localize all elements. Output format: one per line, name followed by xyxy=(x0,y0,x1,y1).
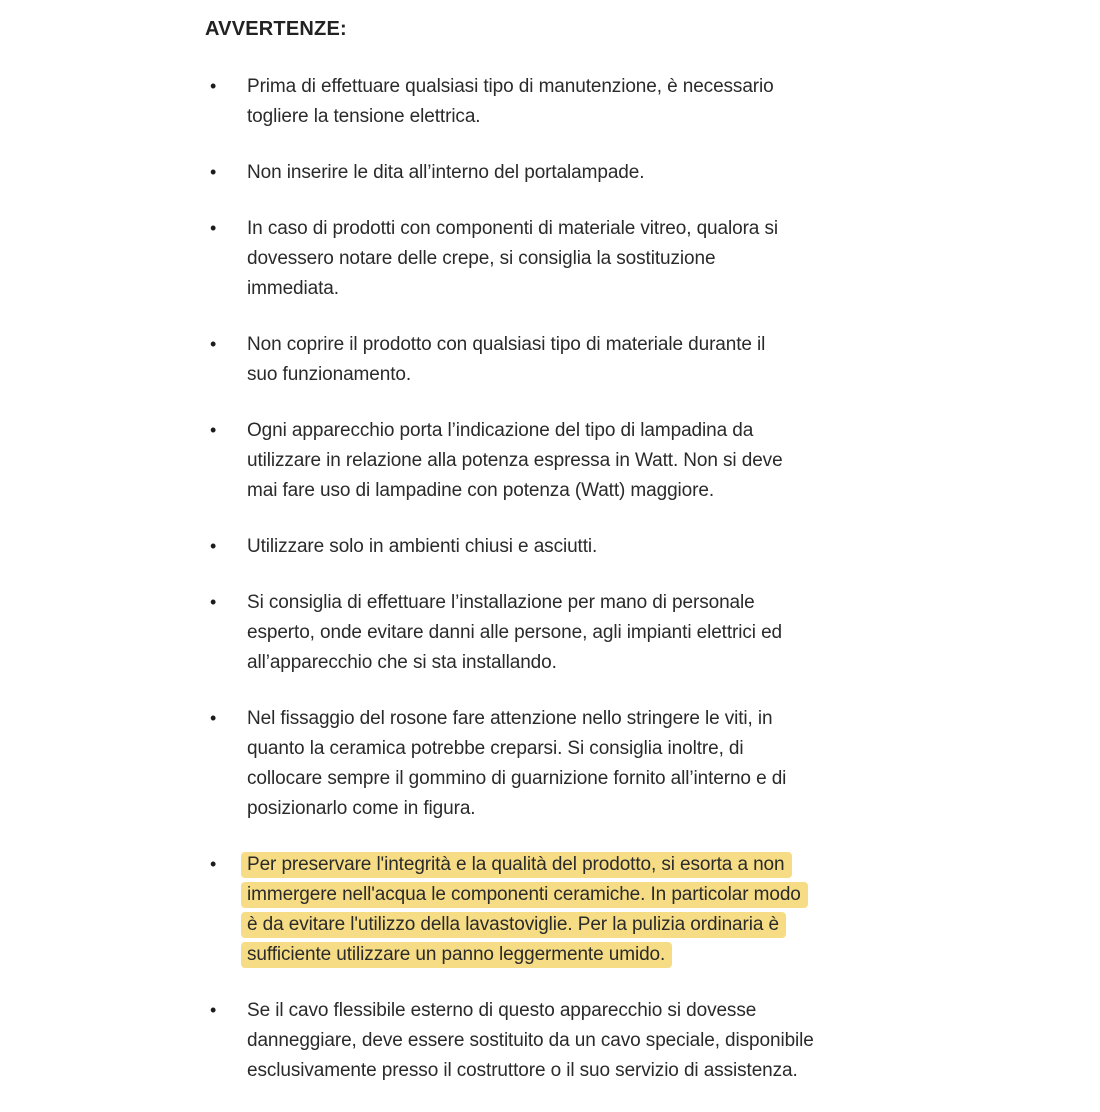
list-item-highlighted xyxy=(205,850,925,970)
bullet-text-line: In caso di prodotti con componenti di materiale vitreo, qualora si xyxy=(247,218,778,239)
warnings-list xyxy=(205,72,925,1086)
list-item xyxy=(205,158,925,188)
bullet-text-line xyxy=(247,940,925,970)
bullet-text-line: utilizzare in relazione alla potenza espressa in Watt. Non si deve xyxy=(247,450,783,471)
bullet-text-line: posizionarlo come in figura. xyxy=(247,798,476,819)
bullet-icon: • xyxy=(210,708,217,728)
bullet-text-line: dovessero notare delle crepe, si consiglia la sostituzione xyxy=(247,248,716,269)
bullet-text-line: esperto, onde evitare danni alle persone, agli impianti elettrici ed xyxy=(247,622,783,643)
bullet-text-line: collocare sempre il gommino di guarnizione fornito all’interno e di xyxy=(247,768,787,789)
bullet-icon: • xyxy=(210,536,217,556)
list-item xyxy=(205,214,925,304)
bullet-icon: • xyxy=(210,420,217,440)
list-item xyxy=(205,416,925,506)
list-item xyxy=(205,330,925,390)
bullet-text-line: Non inserire le dita all’interno del portalampade. xyxy=(247,162,645,183)
bullet-text-line: Nel fissaggio del rosone fare attenzione nello stringere le viti, in xyxy=(247,708,773,729)
list-item xyxy=(205,704,925,824)
bullet-text-line xyxy=(247,880,925,910)
bullet-text-line: Se il cavo flessibile esterno di questo apparecchio si dovesse xyxy=(247,1000,757,1021)
list-item xyxy=(205,72,925,132)
page-title: AVVERTENZE: xyxy=(205,18,347,40)
bullet-text-line: all’apparecchio che si sta installando. xyxy=(247,652,557,673)
bullet-icon: • xyxy=(210,334,217,354)
bullet-text-line xyxy=(247,910,925,940)
bullet-text-line: Prima di effettuare qualsiasi tipo di manutenzione, è necessario xyxy=(247,76,774,97)
bullet-text-line xyxy=(247,850,925,880)
list-item xyxy=(205,532,925,562)
warnings-section xyxy=(205,14,925,1112)
bullet-text-line: danneggiare, deve essere sostituito da un cavo speciale, disponibile xyxy=(247,1030,814,1051)
list-item xyxy=(205,996,925,1086)
bullet-text-line: togliere la tensione elettrica. xyxy=(247,106,481,127)
bullet-icon: • xyxy=(210,854,217,874)
bullet-icon: • xyxy=(210,162,217,182)
bullet-icon: • xyxy=(210,218,217,238)
bullet-icon: • xyxy=(210,592,217,612)
highlighted-text: è da evitare l'utilizzo della lavastoviglie. Per la pulizia ordinaria è xyxy=(241,912,786,938)
list-item xyxy=(205,588,925,678)
highlighted-text: Per preservare l'integrità e la qualità del prodotto, si esorta a non xyxy=(241,852,792,878)
bullet-text-line: Si consiglia di effettuare l’installazione per mano di personale xyxy=(247,592,755,613)
highlighted-text: immergere nell'acqua le componenti ceramiche. In particolar modo xyxy=(241,882,808,908)
highlighted-text: sufficiente utilizzare un panno leggermente umido. xyxy=(241,942,672,968)
bullet-icon: • xyxy=(210,76,217,96)
bullet-text-line: suo funzionamento. xyxy=(247,364,412,385)
bullet-text-line: Utilizzare solo in ambienti chiusi e asciutti. xyxy=(247,536,598,557)
bullet-text-line: mai fare uso di lampadine con potenza (Watt) maggiore. xyxy=(247,480,715,501)
bullet-text-line: esclusivamente presso il costruttore o il suo servizio di assistenza. xyxy=(247,1060,798,1081)
bullet-text-line: quanto la ceramica potrebbe creparsi. Si consiglia inoltre, di xyxy=(247,738,744,759)
bullet-icon: • xyxy=(210,1000,217,1020)
bullet-text-line: immediata. xyxy=(247,278,339,299)
bullet-text-line: Ogni apparecchio porta l’indicazione del tipo di lampadina da xyxy=(247,420,754,441)
bullet-text-line: Non coprire il prodotto con qualsiasi tipo di materiale durante il xyxy=(247,334,766,355)
